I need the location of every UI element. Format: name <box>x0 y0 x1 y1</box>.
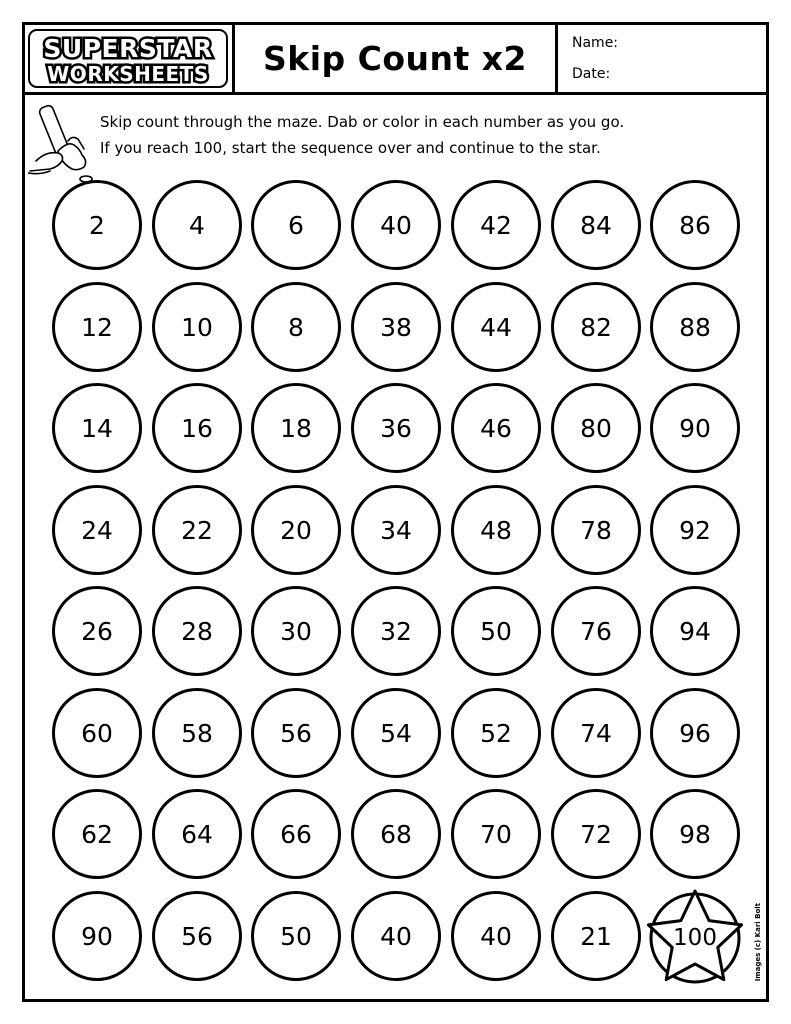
maze-number: 62 <box>81 819 113 849</box>
maze-number: 74 <box>580 718 612 748</box>
logo-line2: WORKSHEETS <box>47 62 209 86</box>
maze-number: 28 <box>181 616 213 646</box>
maze-circle[interactable] <box>551 891 641 981</box>
maze-number: 70 <box>480 819 512 849</box>
maze-number: 24 <box>81 515 113 545</box>
maze-number: 38 <box>380 312 412 342</box>
maze-circle[interactable] <box>351 383 441 473</box>
maze-number: 12 <box>81 312 113 342</box>
maze-circle[interactable] <box>52 586 142 676</box>
maze-number: 60 <box>81 718 113 748</box>
maze-number: 56 <box>280 718 312 748</box>
maze-circle[interactable] <box>351 586 441 676</box>
maze-circle[interactable] <box>451 688 541 778</box>
maze-number: 94 <box>679 616 711 646</box>
maze-number: 84 <box>580 210 612 240</box>
maze-number: 16 <box>181 413 213 443</box>
maze-number: 18 <box>280 413 312 443</box>
maze-circle[interactable] <box>251 586 341 676</box>
maze-circle[interactable] <box>152 688 242 778</box>
maze-circle[interactable] <box>351 485 441 575</box>
maze-circle[interactable] <box>650 485 740 575</box>
maze-circle[interactable] <box>52 282 142 372</box>
maze-circle[interactable] <box>152 383 242 473</box>
maze-number: 76 <box>580 616 612 646</box>
maze-circle[interactable] <box>152 789 242 879</box>
maze-circle[interactable] <box>451 282 541 372</box>
maze-number: 54 <box>380 718 412 748</box>
maze-circle[interactable] <box>551 180 641 270</box>
maze-circle[interactable] <box>650 383 740 473</box>
maze-circle[interactable] <box>52 180 142 270</box>
maze-number: 98 <box>679 819 711 849</box>
maze-circle[interactable] <box>152 180 242 270</box>
maze-number: 96 <box>679 718 711 748</box>
maze-circle[interactable] <box>251 891 341 981</box>
maze-number: 6 <box>288 210 304 240</box>
maze-circle[interactable] <box>351 688 441 778</box>
maze-circle[interactable] <box>451 586 541 676</box>
maze-circle[interactable] <box>251 383 341 473</box>
maze-number: 86 <box>679 210 711 240</box>
maze-number: 42 <box>480 210 512 240</box>
maze-circle[interactable] <box>551 688 641 778</box>
number-maze <box>25 25 772 1005</box>
maze-number: 90 <box>679 413 711 443</box>
maze-number: 48 <box>480 515 512 545</box>
maze-number: 40 <box>380 921 412 951</box>
image-credit: Images (c) Kari Bolt <box>754 902 762 981</box>
maze-circle[interactable] <box>251 688 341 778</box>
maze-number: 14 <box>81 413 113 443</box>
maze-number: 4 <box>189 210 205 240</box>
maze-number: 32 <box>380 616 412 646</box>
maze-circle[interactable] <box>451 180 541 270</box>
maze-number: 78 <box>580 515 612 545</box>
maze-number: 40 <box>480 921 512 951</box>
maze-number: 80 <box>580 413 612 443</box>
maze-number: 50 <box>280 921 312 951</box>
maze-circle[interactable] <box>650 688 740 778</box>
maze-circle[interactable] <box>251 789 341 879</box>
maze-circle[interactable] <box>650 789 740 879</box>
maze-number: 26 <box>81 616 113 646</box>
maze-number: 90 <box>81 921 113 951</box>
maze-circle[interactable] <box>551 789 641 879</box>
maze-circle[interactable] <box>551 282 641 372</box>
maze-star-finish[interactable] <box>645 886 745 986</box>
maze-circle[interactable] <box>251 282 341 372</box>
worksheet <box>22 22 769 1002</box>
maze-circle[interactable] <box>451 383 541 473</box>
maze-circle[interactable] <box>551 383 641 473</box>
maze-circle[interactable] <box>650 586 740 676</box>
maze-number: 72 <box>580 819 612 849</box>
maze-circle[interactable] <box>52 485 142 575</box>
maze-number: 50 <box>480 616 512 646</box>
maze-circle[interactable] <box>251 485 341 575</box>
maze-number: 88 <box>679 312 711 342</box>
maze-circle[interactable] <box>52 688 142 778</box>
maze-circle[interactable] <box>351 180 441 270</box>
maze-number: 56 <box>181 921 213 951</box>
maze-number: 40 <box>380 210 412 240</box>
maze-circle[interactable] <box>650 282 740 372</box>
maze-circle[interactable] <box>451 891 541 981</box>
maze-number: 100 <box>673 925 717 951</box>
maze-number: 21 <box>580 921 612 951</box>
maze-circle[interactable] <box>650 180 740 270</box>
maze-number: 20 <box>280 515 312 545</box>
maze-circle[interactable] <box>251 180 341 270</box>
maze-circle[interactable] <box>551 586 641 676</box>
maze-circle[interactable] <box>152 282 242 372</box>
maze-number: 82 <box>580 312 612 342</box>
maze-number: 8 <box>288 312 304 342</box>
maze-circle[interactable] <box>351 891 441 981</box>
instruction-line-2: If you reach 100, start the sequence over and continue to the star. <box>100 139 601 157</box>
maze-number: 22 <box>181 515 213 545</box>
instruction-line-1: Skip count through the maze. Dab or color in each number as you go. <box>100 113 625 131</box>
maze-number: 44 <box>480 312 512 342</box>
maze-number: 92 <box>679 515 711 545</box>
maze-circle[interactable] <box>451 485 541 575</box>
maze-number: 52 <box>480 718 512 748</box>
maze-circle[interactable] <box>152 586 242 676</box>
page-title: Skip Count x2 <box>262 39 528 78</box>
maze-circle[interactable] <box>351 789 441 879</box>
maze-number: 2 <box>89 210 105 240</box>
maze-number: 64 <box>181 819 213 849</box>
maze-circle[interactable] <box>152 485 242 575</box>
maze-circle[interactable] <box>52 383 142 473</box>
maze-circle[interactable] <box>351 282 441 372</box>
maze-number: 46 <box>480 413 512 443</box>
logo-line1: SUPERSTAR <box>43 34 213 63</box>
maze-number: 30 <box>280 616 312 646</box>
maze-circle[interactable] <box>52 789 142 879</box>
maze-circle[interactable] <box>152 891 242 981</box>
maze-number: 68 <box>380 819 412 849</box>
maze-number: 66 <box>280 819 312 849</box>
maze-circle[interactable] <box>451 789 541 879</box>
date-label: Date: <box>572 66 611 82</box>
maze-number: 36 <box>380 413 412 443</box>
maze-number: 10 <box>181 312 213 342</box>
maze-number: 34 <box>380 515 412 545</box>
maze-circle[interactable] <box>52 891 142 981</box>
maze-circle[interactable] <box>551 485 641 575</box>
name-label: Name: <box>572 35 619 51</box>
maze-number: 58 <box>181 718 213 748</box>
